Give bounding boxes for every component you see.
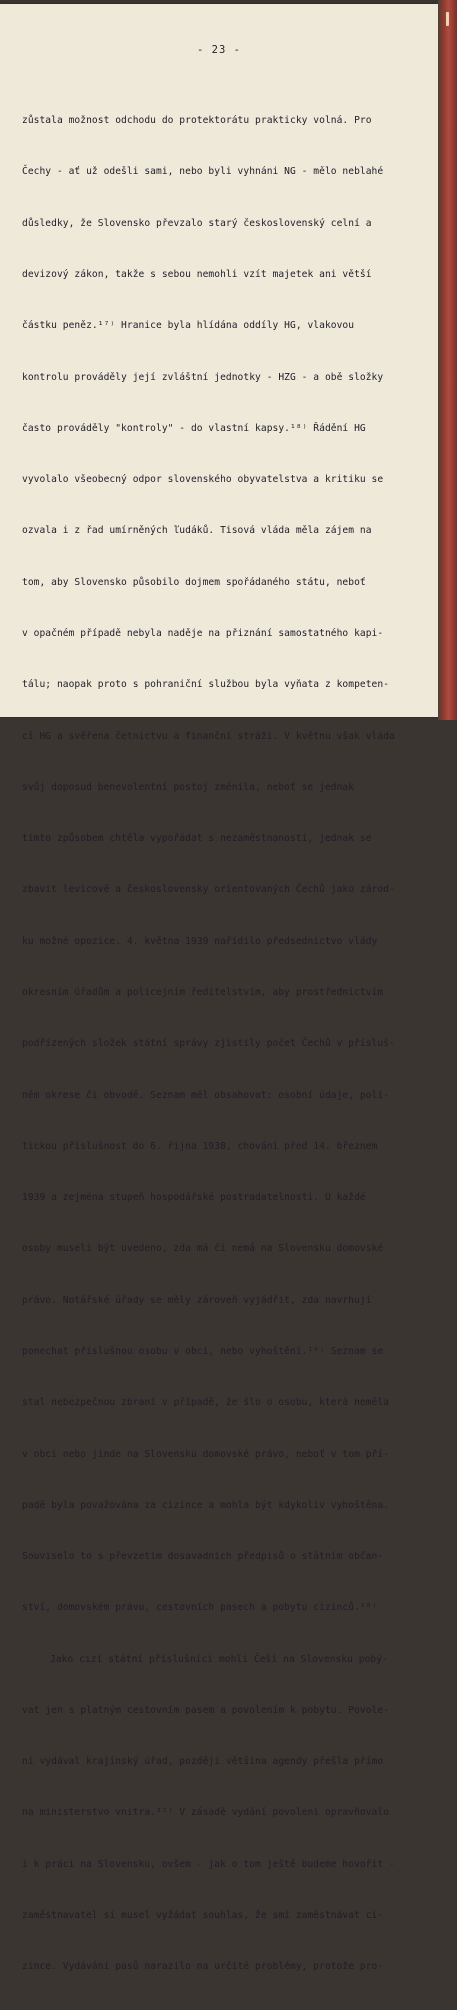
- text-line: částku peněz.¹⁷⁾ Hranice byla hlídána oddíly HG, vlakovou: [22, 320, 355, 332]
- text-line: zince. Vydávání pasů narazilo na určité problémy, protože pro-: [22, 1961, 384, 1973]
- page-number: - 23 -: [197, 44, 241, 56]
- text-line: ku možné opozice. 4. května 1939 nařídilo předsednictvo vlády: [22, 935, 378, 947]
- text-line: ponechat příslušnou osobu v obci, nebo vyhoštění.¹⁹⁾ Seznam se: [22, 1345, 384, 1357]
- text-line: vyvolalo všeobecný odpor slovenského obyvatelstva a kritiku se: [22, 474, 384, 486]
- text-line: devizový zákon, takže s sebou nemohli vzít majetek ani větší: [22, 269, 372, 281]
- text-line: důsledky, že Slovensko převzalo starý československý celní a: [22, 217, 372, 229]
- text-line: zaměstnavatel si musel vyžádat souhlas, že smí zaměstnávat ci-: [22, 1910, 384, 1922]
- text-line: v obci nebo jinde na Slovensku domovské právo, neboť v tom pří-: [22, 1448, 390, 1460]
- text-line: právo. Notářské úřady se měly zároveň vyjádřit, zda navrhují: [22, 1294, 372, 1306]
- text-line: často prováděly "kontroly" - do vlastní kapsy.¹⁸⁾ Řádění HG: [22, 422, 366, 434]
- text-line: Jako cizí státní příslušníci mohli Češi na Slovensku pobý-: [50, 1653, 388, 1665]
- text-line: ozvala i z řad umírněných ľudáků. Tisová vláda měla zájem na: [22, 525, 372, 537]
- document-page: [0, 4, 438, 1973]
- text-line: zůstala možnost odchodu do protektorátu prakticky volná. Pro: [22, 115, 372, 127]
- text-line: v opačném případě nebyla naděje na přiznání samostatného kapi-: [22, 628, 384, 639]
- text-line: ní vydával krajinský úřad, později většina agendy přešla přímo: [22, 1756, 384, 1768]
- text-line: i k práci na Slovensku, ovšem - jak o tom ještě budeme hovořit -: [22, 1858, 395, 1870]
- text-line: kontrolu prováděly její zvláštní jednotky - HZG - a obě složky: [22, 371, 384, 383]
- text-line: Čechy - ať už odešli sami, nebo byli vyhnáni NG - mělo neblahé: [22, 166, 384, 178]
- text-line: tom, aby Slovensko působilo dojmem spořádaného státu, neboť: [22, 576, 366, 588]
- text-line: vat jen s platným cestovním pasem a povolením k pobytu. Povole-: [22, 1704, 390, 1716]
- text-line: na ministerstvo vnitra.²¹⁾ V zásadě vydání povolení opravňovalo: [22, 1807, 390, 1819]
- text-line: cí HG a svěřena četnictvu a finanční stráži. V květnu však vláda: [22, 730, 395, 742]
- text-line: padě byla považována za cizince a mohla být kdykoliv vyhoštěna.: [22, 1499, 390, 1511]
- text-line: stal nebezpečnou zbraní v případě, že šlo o osobu, která neměla: [22, 1397, 390, 1409]
- text-line: 1939 a zejména stupeň hospodářské postradatelnosti. U každé: [22, 1192, 366, 1204]
- text-line: okresním úřadům a policejním ředitelstvím, aby prostřednictvím: [22, 986, 384, 998]
- binding-edge: [438, 0, 457, 720]
- text-line: svůj doposud benevolentní postoj změnila, neboť se jednak: [22, 781, 355, 793]
- text-line: osoby museli být uvedeno, zda má či nemá na Slovensku domovské: [22, 1243, 384, 1255]
- text-line: tímto způsobem chtěla vypořádat s nezaměstnaností, jednak se: [22, 833, 372, 845]
- text-line: tálu; naopak proto s pohraniční službou byla vyňata z kompeten-: [22, 679, 390, 691]
- text-line: ství, domovském právu, cestovních pasech a pobytu cizinců.²⁰⁾: [22, 1602, 378, 1614]
- body-text: [22, 78, 410, 2010]
- text-line: podřízených složek státní správy zjistily počet Čechů v přísluš-: [22, 1038, 395, 1050]
- binding-stitch: [446, 12, 449, 26]
- text-line: ném okrese či obvodě. Seznam měl obsahovat: osobní údaje, poli-: [22, 1089, 390, 1101]
- text-line: Souviselo to s převzetím dosavadních předpisů o státním občan-: [22, 1551, 384, 1563]
- text-line: zbavit levicově a československy orientovaných Čechů jako zárod-: [22, 884, 395, 896]
- text-line: tickou příslušnost do 6. října 1938, chování před 14. březnem: [22, 1140, 378, 1152]
